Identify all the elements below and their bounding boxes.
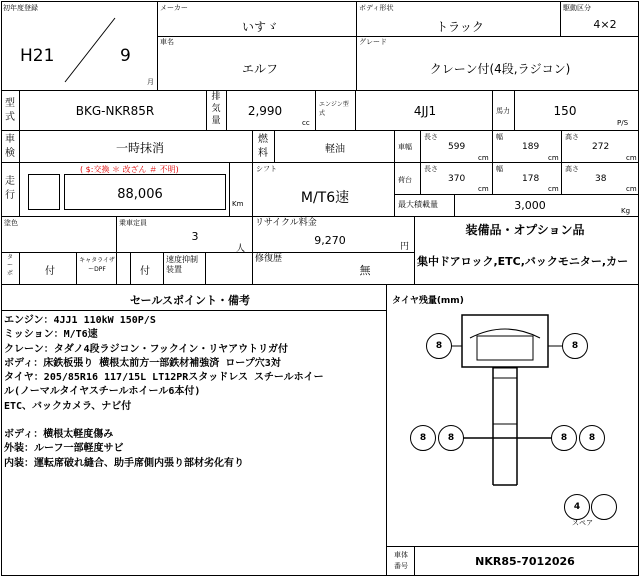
month-unit: 月 <box>147 78 154 86</box>
catalyzer-label: キャタライザーDPF <box>79 257 115 273</box>
speed-limiter-label: 速度抑制装置 <box>166 255 198 274</box>
model-label: 車名 <box>160 38 174 46</box>
mileage-unit: Km <box>232 200 244 208</box>
paint-label: 塗色 <box>4 219 18 227</box>
bed-width-unit: cm <box>548 185 559 193</box>
max-load-value: 3,000 <box>514 199 546 212</box>
cab-height-label: 高さ <box>565 133 579 141</box>
bed-width-label: 幅 <box>496 165 503 173</box>
capacity-unit: 人 <box>236 244 246 254</box>
mileage-note: ( $:交換 ＊ 改ざん ＃ 不明) <box>80 165 179 174</box>
cab-length-label: 長さ <box>424 133 438 141</box>
bed-height-label: 高さ <box>565 165 579 173</box>
inspection-value: 一時抹消 <box>115 141 164 155</box>
mileage-value: 88,006 <box>117 187 163 202</box>
sales-points-title: セールスポイント・備考 <box>129 294 250 307</box>
sales-points-list <box>4 314 384 471</box>
equipment-value: 集中ドアロック,ETC,バックモニター,カー <box>417 255 629 268</box>
cab-height-value: 272 <box>592 142 610 152</box>
first-registration-label: 初年度登録 <box>3 4 38 12</box>
power-unit: P/S <box>617 119 629 127</box>
shift-label: シフト <box>256 165 277 173</box>
turbo-label: ターボ <box>7 254 14 277</box>
recycle-label: リサイクル料金 <box>255 218 317 228</box>
tire-spare: 4 <box>564 494 590 520</box>
cab-width-value: 189 <box>522 142 540 152</box>
catalyzer-value: 付 <box>140 266 150 277</box>
tire-rear-left-inner: 8 <box>438 425 464 451</box>
sales-line: 外装：ルーフ一部軽度サビ <box>4 443 124 455</box>
tire-rear-right-inner: 8 <box>551 425 577 451</box>
maker-label: メーカー <box>160 4 188 12</box>
recycle-value: 9,270 <box>314 234 346 247</box>
cab-length-unit: cm <box>478 154 489 162</box>
sales-line: ル(ノーマルタイヤスチールホイール6本付) <box>4 386 201 398</box>
body-shape-label: ボディ形状 <box>359 4 394 12</box>
turbo-value: 付 <box>45 266 55 277</box>
bed-height-unit: cm <box>626 185 637 193</box>
bed-length-value: 370 <box>448 174 466 184</box>
sales-line: 内装：運転席破れ縫合、助手席側内張り部材劣化有り <box>4 457 244 469</box>
registration-month: 9 <box>120 46 131 66</box>
sales-line: タイヤ：205/85R16 117/15L LT12PRスタッドレス スチールホイー <box>4 372 324 384</box>
power-value: 150 <box>553 104 577 118</box>
bed-length-label: 長さ <box>424 165 438 173</box>
tire-remaining-title: タイヤ残量(mm) <box>392 296 464 306</box>
displacement-value: 2,990 <box>247 104 283 118</box>
grade-value: クレーン付(4段,ラジコン) <box>429 62 571 76</box>
capacity-label: 乗車定員 <box>119 219 147 227</box>
bed-length-unit: cm <box>478 185 489 193</box>
tire-rear-left-outer: 8 <box>410 425 436 451</box>
engine-type-value: 4JJ1 <box>413 104 437 118</box>
fuel-label: 燃料 <box>258 134 268 159</box>
bed-height-value: 38 <box>595 174 607 184</box>
recycle-unit: 円 <box>400 242 410 252</box>
maker-value: いすゞ <box>241 20 278 34</box>
sales-line: ミッション：M/T6速 <box>4 329 98 341</box>
power-label: 馬力 <box>496 107 510 115</box>
tire-spare-blank <box>591 494 617 520</box>
registration-era: H21 <box>20 46 55 66</box>
displacement-unit: cc <box>302 119 310 127</box>
drive-label: 駆動区分 <box>563 4 591 12</box>
capacity-value: 3 <box>191 230 199 243</box>
tire-rear-right-outer: 8 <box>579 425 605 451</box>
cab-height-unit: cm <box>626 154 637 162</box>
sales-line: エンジン：4JJ1 110kW 150P/S <box>4 315 156 326</box>
repair-value: 無 <box>359 264 371 277</box>
sales-line: クレーン：タダノ4段ラジコン・フックイン・リヤアウトリガ付 <box>4 343 289 355</box>
displacement-label: 排気量 <box>211 92 221 126</box>
chassis-number-label: 車体番号 <box>394 551 408 570</box>
sales-line: ボディ：床鉄板張り 横根太前方一部鉄材補強済 ロープ穴3対 <box>4 357 281 369</box>
slash-divider <box>60 15 120 85</box>
repair-label: 修復歴 <box>255 254 283 264</box>
tire-front-left: 8 <box>426 333 452 359</box>
mileage-flag-box <box>28 174 60 210</box>
sales-line: ETC、バックカメラ、ナビ付 <box>4 400 132 412</box>
inspection-label: 車検 <box>5 134 15 159</box>
type-label: 型式 <box>5 98 15 123</box>
fuel-value: 軽油 <box>325 144 345 155</box>
grade-label: グレード <box>359 38 387 46</box>
engine-type-label: エンジン型式 <box>319 101 349 117</box>
drive-value: 4×2 <box>593 18 617 31</box>
sales-line <box>4 414 384 428</box>
cab-length-value: 599 <box>448 142 466 152</box>
equipment-title: 装備品・オプション品 <box>465 223 585 237</box>
cab-size-label: 車幅 <box>398 143 412 151</box>
sales-line: ボディ：横根太軽度傷み <box>4 429 114 441</box>
shift-value: M/T6速 <box>300 190 350 206</box>
chassis-number-value: NKR85-7012026 <box>475 555 575 568</box>
tire-front-right: 8 <box>562 333 588 359</box>
body-shape-value: トラック <box>436 20 484 34</box>
mileage-label: 走行 <box>5 176 15 201</box>
type-value: BKG-NKR85R <box>75 104 155 118</box>
spare-label: スペア <box>572 519 593 527</box>
max-load-label: 最大積載量 <box>398 200 438 209</box>
model-value: エルフ <box>241 62 278 76</box>
bed-width-value: 178 <box>522 174 540 184</box>
bed-size-label: 荷台 <box>398 176 412 184</box>
cab-width-unit: cm <box>548 154 559 162</box>
cab-width-label: 幅 <box>496 133 503 141</box>
max-load-unit: Kg <box>621 207 631 215</box>
